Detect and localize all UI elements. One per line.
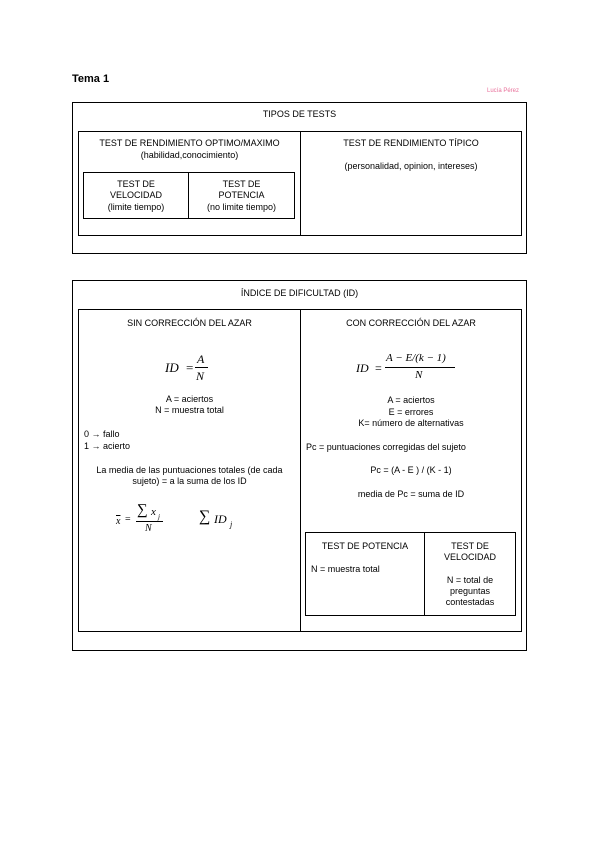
mean-formula-bar [136,521,163,522]
con-def-errores: E = errores [388,407,434,417]
code-acierto: 1 → acierto [84,441,131,451]
def-aciertos: A = aciertos [165,394,214,404]
sin-correccion-title: SIN CORRECCIÓN DEL AZAR [127,318,252,328]
mean-formula [116,504,176,540]
indice-dificultad-table [72,280,527,651]
sum-id-term: ID [214,512,227,526]
tipos-title: TIPOS DE TESTS [262,109,337,119]
potencia-line-3: (no limite tiempo) [206,202,277,212]
con-correccion-cell [300,309,522,632]
pc-media: media de Pc = suma de ID [357,489,465,499]
con-velocidad-title-1: TEST DE [451,541,489,551]
rendimiento-tipico-subtitle: (personalidad, opinion, intereses) [344,161,478,171]
con-velocidad-def-2: preguntas [449,586,491,596]
velocidad-line-2: VELOCIDAD [109,190,162,200]
id-formula-den: N [196,369,205,383]
test-potencia-cell [188,172,295,219]
id-formula-eq: = [186,360,194,375]
rendimiento-optimo-subtitle: (habilidad,conocimiento) [140,150,239,160]
con-velocidad-title-2: VELOCIDAD [443,552,496,562]
sin-correccion-cell [78,309,301,632]
document-title: Tema 1 [72,73,110,85]
id-formula-bar [195,367,208,368]
con-potencia-def: N = muestra total [311,564,380,574]
id-corr-lhs: ID [356,361,369,375]
con-def-aciertos: A = aciertos [387,395,435,405]
velocidad-line-1: TEST DE [117,179,155,189]
con-velocidad-cell [424,532,516,616]
id-formula [165,352,225,386]
con-velocidad-def-1: N = total de [446,575,494,585]
id-corr-eq: = [375,361,382,375]
media-line-1: La media de las puntuaciones totales (de cada [96,465,283,475]
id-formula-lhs: ID [165,360,179,375]
sum-id-sigma: ∑ [199,508,211,525]
potencia-line-2: POTENCIA [218,190,265,200]
velocidad-line-3: (limite tiempo) [107,202,165,212]
sum-id-formula [199,508,249,534]
test-velocidad-cell [83,172,189,219]
mean-formula-den: N [145,523,152,534]
con-potencia-cell [305,532,425,616]
indice-title: ÍNDICE DE DIFICULTAD (ID) [240,288,359,298]
author-name: Lucía Pérez [487,88,520,94]
sum-id-sub: j [230,520,233,529]
id-corr-bar [385,367,455,368]
def-muestra: N = muestra total [155,405,224,415]
id-corr-den: N [415,369,423,381]
rendimiento-optimo-title: TEST DE RENDIMIENTO OPTIMO/MAXIMO [99,138,280,148]
media-line-2: sujeto) = a la suma de los ID [132,476,247,486]
mean-formula-lhs: $\overline{x}$ [116,516,121,527]
rendimiento-tipico-cell [300,131,522,236]
mean-formula-eq: = [125,514,131,525]
pc-definition: Pc = puntuaciones corregidas del sujeto [306,442,466,452]
con-velocidad-def-3: contestadas [445,597,495,607]
id-corr-formula [356,352,466,386]
mean-formula-sum: ∑ [137,502,148,518]
mean-formula-num: x [151,506,156,518]
rendimiento-optimo-cell [78,131,301,236]
potencia-line-1: TEST DE [222,179,261,189]
tipos-de-tests-table [72,102,527,254]
con-def-alternativas: K= número de alternativas [358,418,464,428]
code-fallo: 0 → fallo [84,429,120,439]
id-corr-num: A − E/(k − 1) [386,352,446,364]
mean-formula-sub: j [158,513,160,521]
id-formula-num: A [197,352,205,366]
con-potencia-title: TEST DE POTENCIA [321,541,409,551]
pc-formula: Pc = (A - E ) / (K - 1) [370,465,452,475]
rendimiento-tipico-title: TEST DE RENDIMIENTO TÍPICO [343,138,479,148]
con-correccion-title: CON CORRECCIÓN DEL AZAR [346,318,476,328]
